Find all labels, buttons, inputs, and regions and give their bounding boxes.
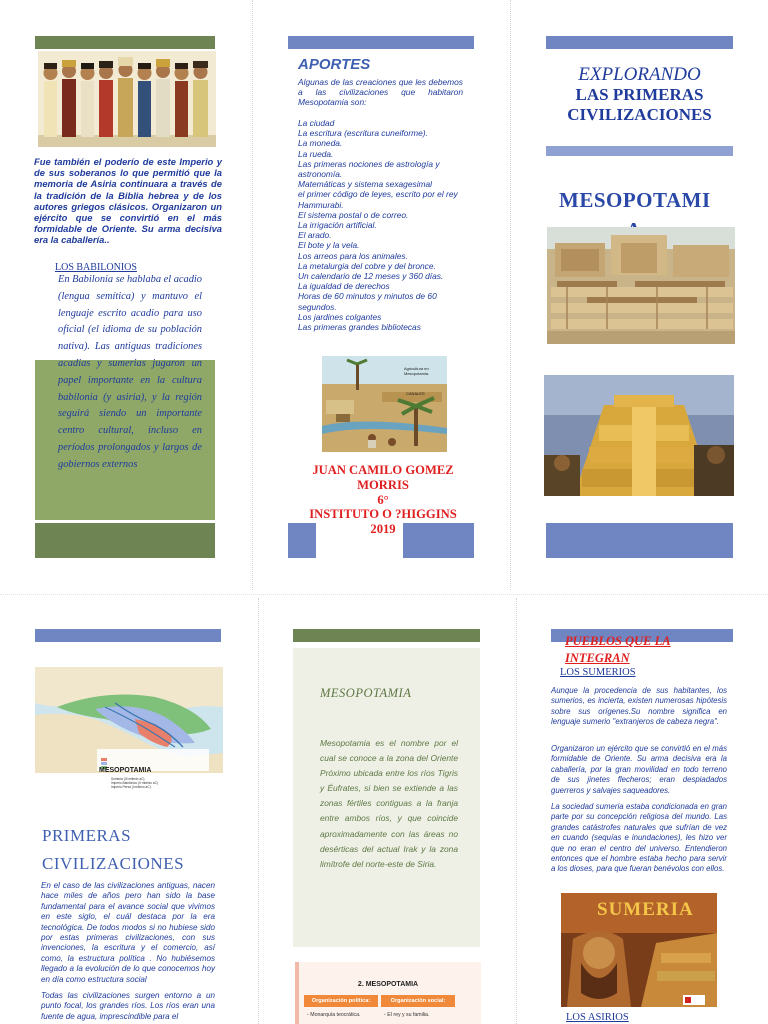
- sumeria-cover-title: SUMERIA: [597, 899, 694, 920]
- mesopotamia-paragraph: Mesopotamia es el nombre por el cual se conoce a la zona del Oriente Próximo ubicada entre los ríos Tigris y Éufrates, si bien se extiende a las zonas fértiles contiguas a la franja entre ambos ríos, y que coincide aproximadamente con las áreas no desérticas del actual Irak y la zona limítrofe del norte-este de Siria.: [320, 738, 458, 869]
- primeras-title-line1: PRIMERAS: [42, 826, 132, 845]
- table-header-politica: Organización política:: [304, 995, 378, 1007]
- aportes-item: La ciudad: [298, 118, 335, 128]
- aportes-title: APORTES: [298, 56, 371, 73]
- primeras-title: [42, 822, 184, 878]
- aportes-item: El bote y la vela.: [298, 240, 360, 251]
- babilonios-paragraph: En Babilonia se hablaba el acadio (lengua semítica) y mantuvo el lenguaje escrito acadio para uso oficial (el idioma de su población nativa). Las antiguas tradiciones acadias y sumerias jugaron un papel importante en la cultura babilonia (y asiria), y la región seguirá siendo un importante centro cultural, incluso en períodos prolongados y largos de gobiernos externos: [58, 274, 203, 470]
- table-title: 2. MESOPOTAMIA: [357, 981, 419, 988]
- primeras-paragraph-2: Todas las civilizaciones surgen entorno a un punto focal, los grandes ríos. Los ríos eran una fuente de agua, imprescindible para el: [41, 991, 215, 1021]
- sumeria-cover-image: [561, 893, 717, 1007]
- table-cell: ◦ Monarquía teocrática.: [307, 1012, 361, 1018]
- author-name-line2: MORRIS: [357, 477, 409, 492]
- map-legend-item: Imperio Persa (I milenio aC): [111, 785, 151, 789]
- agriculture-label: CANALES: [406, 391, 425, 396]
- aportes-item: Matemáticas y sistema sexagesimal: [298, 179, 433, 190]
- footer-bar: [35, 523, 215, 558]
- fold-line: [516, 598, 517, 1024]
- primeras-paragraph-1: En el caso de las civilizaciones antiguas, nacen hace miles de años pero han sido la base fundamental para el avance social que vivimos en este siglo, el cuál destaca por la era tecnológica. De todos modos si no hubiese sido por estas primeras civilizaciones, con sus invenciones, la escritura y el comercio, así como, la estructura política . No hubiésemos llegado a la evolución de lo que conocemos hoy en día como estructura social: [41, 881, 215, 984]
- map-legend-item: Imperio Babilónico (II milenio aC): [111, 781, 158, 785]
- map-legend: [111, 777, 158, 789]
- sumerios-paragraph-1: Aunque la procedencia de sus habitantes, los sumerios, es incierta, existen numerosas hipótesis sobre sus orígenes.Su nombre significa en lenguaje sumerio "extranjeros de cabeza negra".: [551, 686, 727, 727]
- fold-line: [258, 598, 259, 1024]
- sumerios-heading: LOS SUMERIOS: [560, 667, 636, 678]
- aportes-item: Los arreos para los animales.: [298, 250, 408, 261]
- header-bar: [546, 36, 733, 49]
- aportes-item: Los jardines colgantes: [298, 311, 382, 322]
- author-name-line1: JUAN CAMILO GOMEZ: [312, 463, 454, 477]
- mesopotamia-heading: MESOPOTAMIA: [320, 686, 412, 700]
- aportes-item: La igualdad de derechos: [298, 281, 390, 292]
- page-divider: [0, 594, 768, 595]
- fold-line: [252, 0, 253, 590]
- table-cell: ◦ El rey y su familia.: [384, 1012, 430, 1018]
- fold-line: [510, 0, 511, 590]
- agriculture-caption: Agricultura en Mesopotamia.: [404, 366, 430, 376]
- explorando-title: EXPLORANDO: [578, 64, 701, 85]
- sumerios-paragraph-3: La sociedad sumeria estaba condicionada en gran parte por su concepción religiosa del mundo. Las grandes catástrofes naturales que sufrían de vez en cuando (sequías e inundaciones), les hizo ver que no eran el centro del universo. Entendieron entonces que el hombre estaba hecho para servir a los dioses, para que fueran benévolos con ellos.: [551, 802, 727, 874]
- aportes-item: El arado.: [298, 230, 332, 241]
- aportes-item: La rueda.: [298, 148, 334, 159]
- table-edge: [295, 962, 299, 1024]
- aportes-item: Las primeras grandes bibliotecas: [298, 322, 421, 333]
- map-title: MESOPOTAMIA: [99, 767, 152, 774]
- pueblos-title-line2: INTEGRAN: [565, 651, 630, 665]
- ancient-city-image: [547, 227, 735, 344]
- table-header-social: Organización social:: [381, 995, 455, 1007]
- author-grade: 6°: [377, 492, 389, 507]
- aportes-intro: Algunas de las creaciones que les debemos a las civilizaciones que habitaron Mesopotamia son:: [298, 77, 463, 108]
- aportes-item: el primer código de leyes, escrito por el rey Hammurabi.: [298, 189, 458, 210]
- mesopotamia-table: [295, 962, 481, 1024]
- footer-bar: [546, 523, 733, 558]
- aportes-item: Un calendario de 12 meses y 360 días.: [298, 271, 444, 282]
- aportes-item: La escritura (escritura cuneiforme).: [298, 128, 428, 139]
- table-cell-text: Monarquía teocrática.: [310, 1012, 361, 1018]
- cover-title: [546, 85, 733, 125]
- header-bar: [35, 629, 221, 642]
- sumerios-paragraph-2: Organizaron un ejército que se convirtió en el más formidable de Oriente. Su arma decisiva era la caballería, por la gran movilidad en todo terreno de sus jinetes flecheros; eran despiadados guerreros y salvajes saqueadores.: [551, 744, 727, 795]
- mesopotamia-cover-title: MESOPOTAMI: [559, 188, 711, 212]
- aportes-item: Horas de 60 minutos y minutos de 60 segundos.: [298, 291, 437, 312]
- pueblos-title: [565, 633, 671, 667]
- ziggurat-image: [544, 375, 734, 496]
- author-year: 2019: [370, 522, 396, 537]
- divider-bar: [546, 146, 733, 156]
- mesopotamia-map: [35, 667, 223, 789]
- pueblos-title-line1: PUEBLOS QUE LA: [565, 634, 671, 648]
- agriculture-image: [322, 356, 447, 452]
- cover-title-line1: LAS PRIMERAS: [575, 85, 704, 104]
- header-bar: [35, 36, 215, 49]
- aportes-item: La metalurgia del cobre y del bronce.: [298, 260, 436, 271]
- aportes-list: [298, 118, 468, 332]
- author-school: INSTITUTO O ?HIGGINS: [309, 507, 457, 522]
- header-bar: [293, 629, 480, 642]
- footer-bar-left: [288, 523, 316, 558]
- assyrian-figures-image: [38, 51, 216, 147]
- footer-bar-right: [403, 523, 474, 558]
- header-bar: [288, 36, 474, 49]
- aportes-item: La moneda.: [298, 138, 343, 149]
- aportes-item: Las primeras nociones de astrología y astronomía.: [298, 158, 440, 180]
- assyria-paragraph: Fue también el poderío de este Imperio y de sus soberanos lo que permitió que la memoria de Asiria continuara a través de la tradición de la Biblia hebrea y de los autores griegos clásicos. Organizaron un ejército que se convirtió en el más formidable de Oriente. Su arma decisiva era la caballería..: [34, 156, 222, 246]
- aportes-item: El sistema postal o de correo.: [298, 209, 409, 220]
- map-legend-item: Sumeria (III milenio aC): [111, 777, 145, 781]
- asirios-heading: LOS ASIRIOS: [566, 1012, 629, 1023]
- babilonios-heading: LOS BABILONIOS: [55, 262, 137, 273]
- aportes-item: La irrigación artificial.: [298, 220, 377, 231]
- primeras-title-line2: CIVILIZACIONES: [42, 854, 185, 873]
- cover-title-line2: CIVILIZACIONES: [567, 105, 712, 124]
- table-cell-text: El rey y su familia.: [387, 1012, 430, 1018]
